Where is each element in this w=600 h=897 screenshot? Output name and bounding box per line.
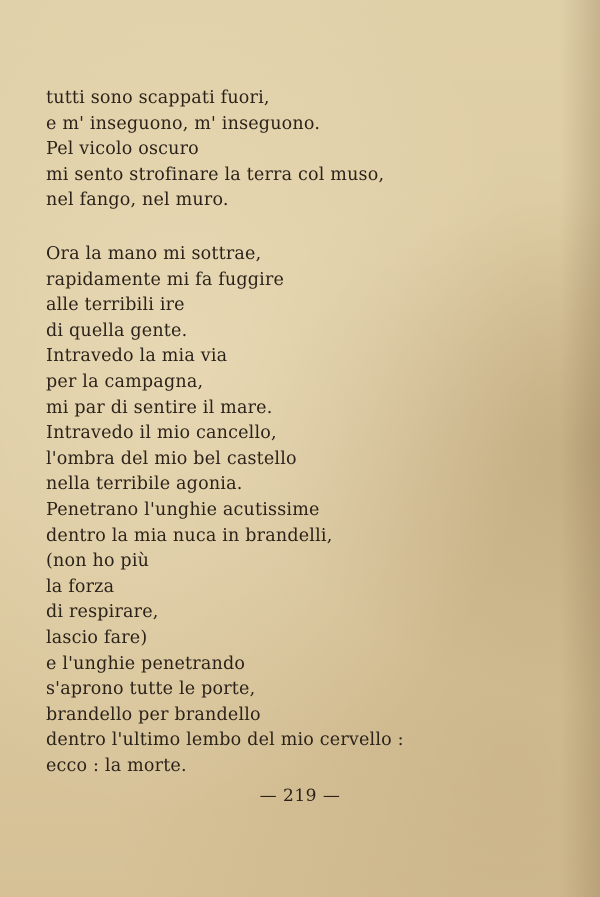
stanza-2 [46, 242, 404, 779]
verse-line: mi sento strofinare la terra col muso, [46, 164, 385, 185]
verse-line: dentro l'ultimo lembo del mio cervello : [46, 730, 404, 751]
verse-line: nel fango, nel muro. [46, 190, 229, 211]
page-number: — 219 — [259, 786, 341, 806]
stanza-1 [46, 86, 384, 214]
verse-line: e m' inseguono, m' inseguono. [46, 113, 321, 134]
verse-line: di quella gente. [46, 320, 188, 341]
verse-line: lascio fare) [46, 627, 148, 648]
verse-line: nella terribile agonia. [46, 474, 243, 495]
verse-line: mi par di sentire il mare. [46, 397, 273, 418]
verse-line: dentro la mia nuca in brandelli, [46, 525, 333, 546]
verse-line: (non ho più [46, 551, 150, 572]
verse-line: l'ombra del mio bel castello [46, 448, 297, 469]
verse-line: Intravedo la mia via [46, 346, 228, 367]
verse-line: alle terribili ire [46, 295, 185, 316]
verse-line: di respirare, [46, 602, 159, 623]
page-edge-shadow [560, 0, 600, 897]
verse-line: brandello per brandello [46, 704, 261, 725]
verse-line: e l'unghie penetrando [46, 653, 246, 674]
verse-line: Pel vicolo oscuro [46, 139, 199, 160]
verse-line: Ora la mano mi sottrae, [46, 244, 262, 264]
verse-line: per la campagna, [46, 371, 204, 392]
verse-line: tutti sono scappati fuori, [46, 88, 270, 108]
verse-line: s'aprono tutte le porte, [46, 679, 256, 700]
verse-line: Intravedo il mio cancello, [46, 423, 277, 444]
verse-line: la forza [46, 576, 115, 597]
verse-line: Penetrano l'unghie acutissime [46, 499, 320, 520]
verse-line: ecco : la morte. [46, 755, 187, 776]
verse-line: rapidamente mi fa fuggire [46, 269, 285, 290]
